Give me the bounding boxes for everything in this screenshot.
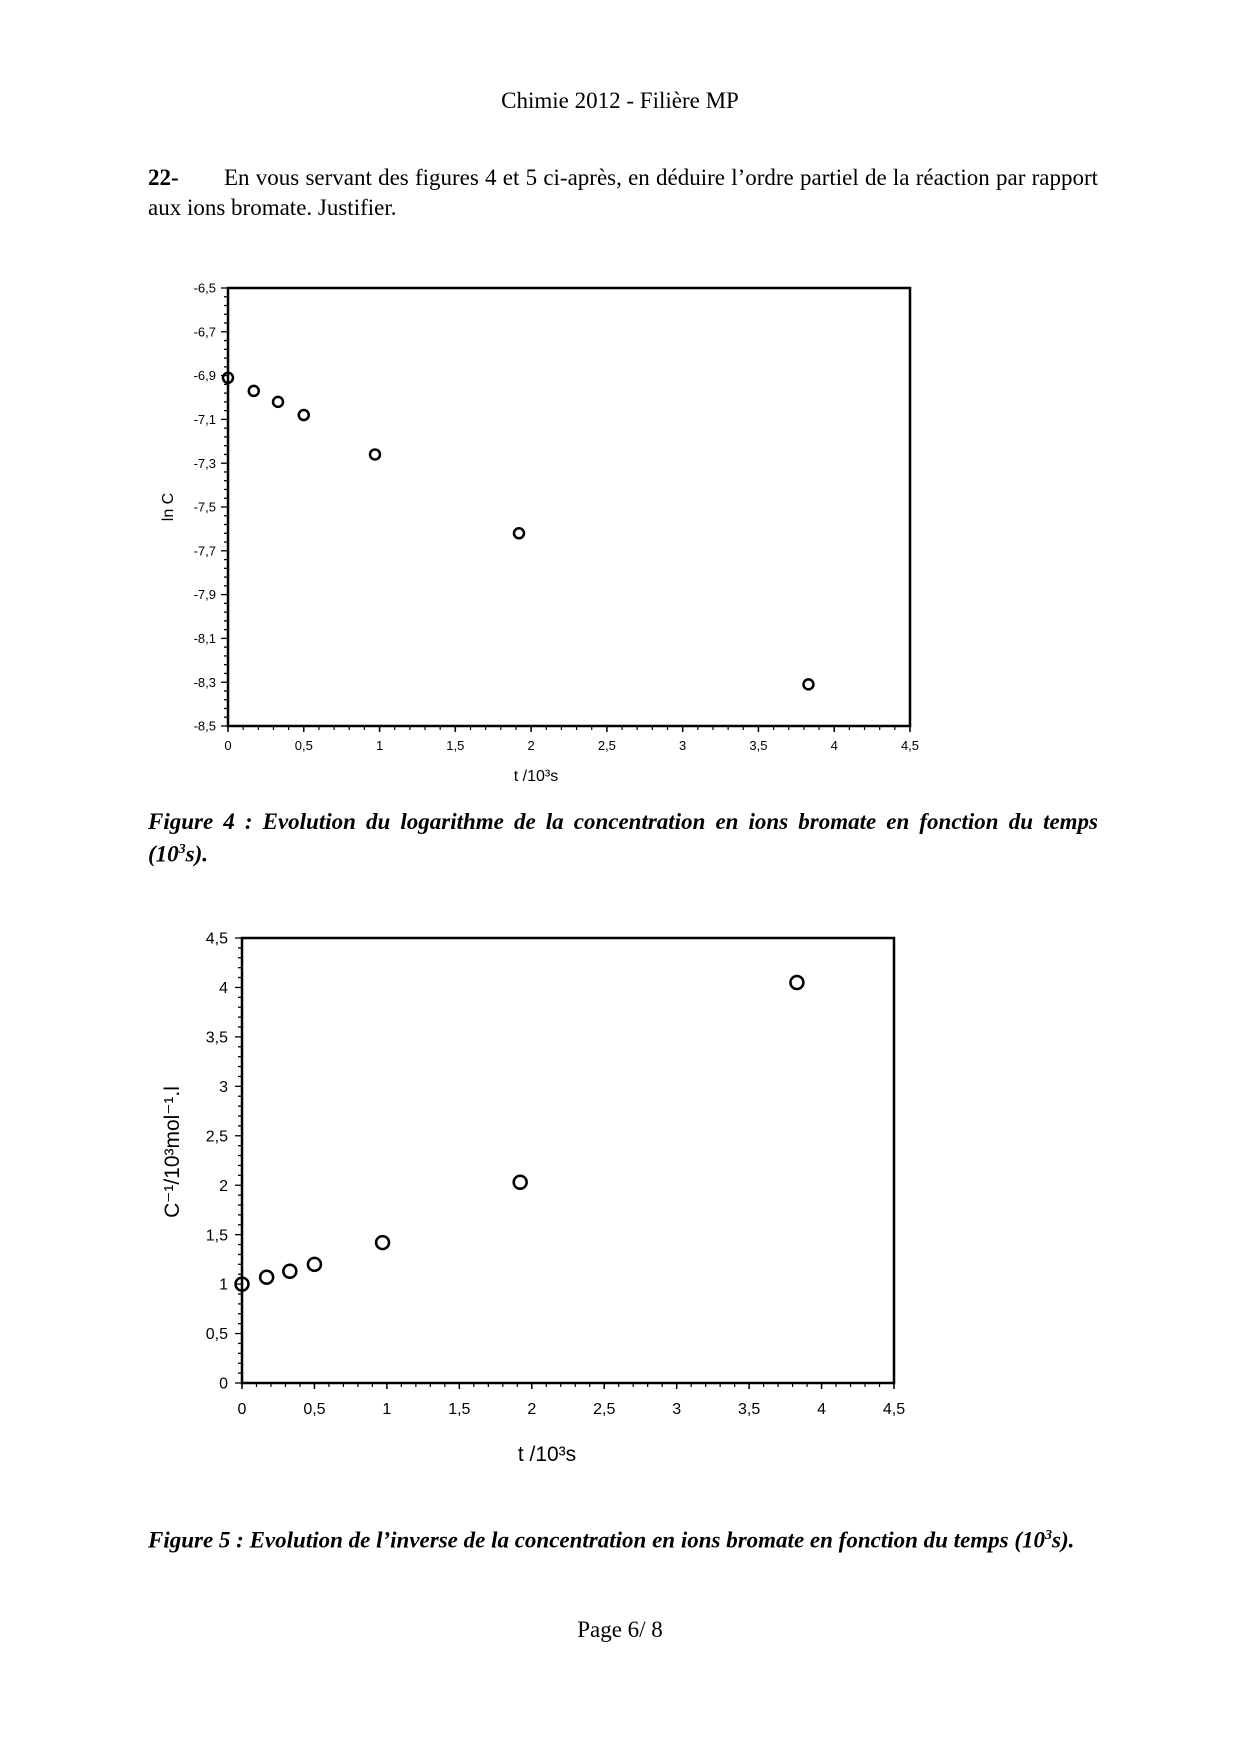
- caption-superscript: 3: [1045, 1528, 1053, 1543]
- plot-frame: [242, 938, 894, 1383]
- y-tick-label: 2,5: [205, 1128, 228, 1146]
- data-point: [790, 976, 803, 989]
- y-tick-label: -7,9: [193, 587, 216, 603]
- data-point: [299, 410, 309, 420]
- y-tick-label: -6,5: [193, 280, 216, 296]
- caption-superscript: 3: [178, 842, 186, 857]
- y-tick-label: -7,7: [193, 543, 216, 559]
- y-axis-label: C⁻¹/10³mol⁻¹.l: [161, 1086, 184, 1218]
- figure-4-chart: [0, 260, 1240, 800]
- question-text: En vous servant des figures 4 et 5 ci-après, en déduire l’ordre partiel de la réaction par rapport aux ions bromate. Justifier.: [148, 165, 1098, 220]
- x-tick-label: 1,5: [448, 1401, 471, 1418]
- data-points: [236, 976, 804, 1291]
- y-tick-label: 2: [219, 1177, 228, 1195]
- caption-text-end: s).: [1052, 1527, 1075, 1553]
- x-tick-label: 1: [375, 738, 384, 753]
- x-tick-labels: [238, 1401, 906, 1418]
- x-tick-labels: [224, 738, 919, 753]
- y-tick-labels: [194, 281, 216, 734]
- y-tick-label: -6,9: [193, 368, 216, 384]
- x-tick-label: 2,5: [593, 1401, 616, 1418]
- figure-5-caption: [148, 1522, 1098, 1555]
- caption-text: Evolution de l’inverse de la concentration en ions bromate en fonction du temps (10: [249, 1527, 1046, 1553]
- x-tick-label: 0: [224, 738, 232, 753]
- y-tick-label: -8,1: [193, 630, 216, 646]
- x-tick-label: 4,5: [900, 738, 920, 753]
- caption-label: Figure 5 :: [148, 1527, 250, 1553]
- y-tick-label: 3,5: [205, 1029, 228, 1047]
- y-tick-label: -8,3: [193, 674, 216, 690]
- x-tick-label: 2: [527, 1401, 537, 1418]
- x-tick-label: 2: [527, 738, 535, 753]
- data-point: [514, 1176, 527, 1189]
- y-tick-labels: [206, 931, 228, 1393]
- x-tick-label: 4: [830, 738, 838, 753]
- y-tick-label: -6,7: [193, 324, 216, 340]
- y-tick-label: 1,5: [205, 1227, 228, 1245]
- data-point: [370, 449, 380, 459]
- caption-label: Figure 4 :: [148, 809, 263, 834]
- data-point: [308, 1258, 321, 1271]
- x-tick-label: 3,5: [737, 1401, 761, 1418]
- y-tick-label: 4: [219, 980, 228, 998]
- x-tick-label: 4: [817, 1401, 827, 1418]
- y-tick-label: 0,5: [205, 1326, 228, 1344]
- caption-text-end: s).: [185, 841, 209, 867]
- x-tick-label: 0,5: [294, 738, 313, 753]
- y-tick-label: 4,5: [205, 930, 228, 948]
- data-point: [514, 528, 524, 538]
- tick-marks: [235, 938, 894, 1389]
- y-tick-label: -7,3: [193, 455, 216, 471]
- plot-frame: [228, 288, 910, 726]
- data-point: [803, 679, 813, 689]
- tick-marks: [221, 288, 910, 732]
- data-point: [260, 1271, 273, 1284]
- figure-5-chart: [0, 920, 1240, 1480]
- x-tick-label: 4,5: [882, 1401, 906, 1418]
- y-tick-label: 3: [219, 1078, 228, 1096]
- page-footer: Page 6/ 8: [577, 1617, 663, 1642]
- x-tick-label: 0: [237, 1401, 247, 1418]
- caption-text: Evolution du logarithme de la concentration en ions bromate en fonction du temps (10: [148, 809, 1099, 867]
- x-tick-label: 3: [679, 738, 687, 753]
- x-tick-label: 0,5: [303, 1401, 326, 1418]
- data-point: [273, 397, 283, 407]
- y-tick-label: -8,5: [193, 718, 216, 734]
- y-tick-label: 1: [219, 1276, 228, 1294]
- y-axis-label: ln C: [160, 492, 177, 522]
- data-point: [249, 386, 259, 396]
- x-tick-label: 3,5: [749, 738, 768, 753]
- x-tick-label: 1,5: [446, 738, 465, 753]
- data-points: [223, 373, 813, 690]
- figure-4-caption: [148, 808, 1098, 869]
- data-point: [376, 1236, 389, 1249]
- x-tick-label: 2,5: [597, 738, 616, 753]
- question-number: 22-: [148, 165, 179, 190]
- data-point: [283, 1265, 296, 1278]
- x-axis-label: t /10³s: [513, 768, 559, 785]
- page-header: Chimie 2012 - Filière MP: [501, 88, 739, 113]
- x-tick-label: 3: [672, 1401, 682, 1418]
- question-22: [148, 163, 1098, 223]
- x-tick-label: 1: [382, 1401, 392, 1418]
- y-tick-label: -7,1: [193, 411, 216, 427]
- x-axis-label: t /10³s: [517, 1443, 577, 1466]
- y-tick-label: -7,5: [193, 499, 216, 515]
- y-tick-label: 0: [219, 1375, 228, 1393]
